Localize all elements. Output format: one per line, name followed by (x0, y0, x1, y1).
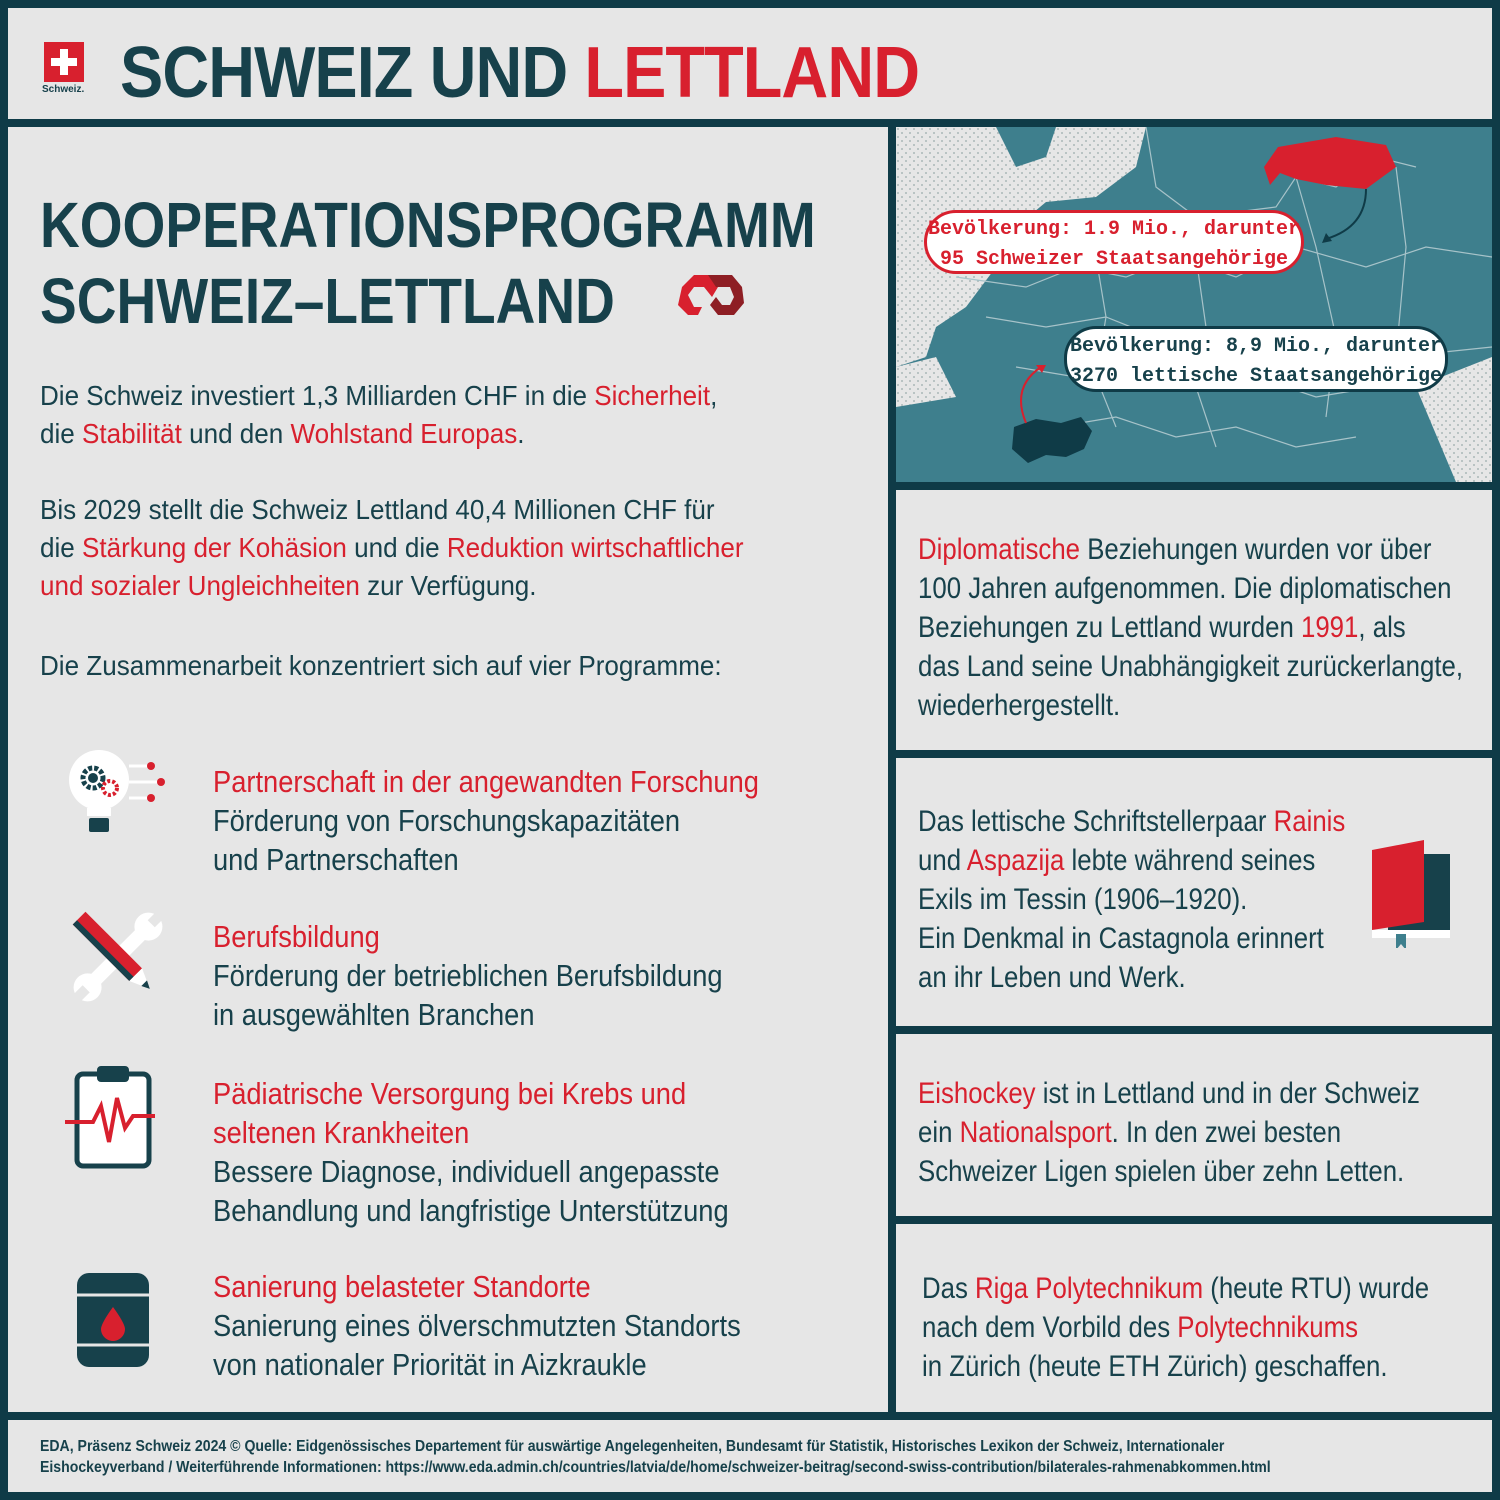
fact-hockey (896, 1034, 1492, 1216)
footer-sources: EDA, Präsenz Schweiz 2024 © Quelle: Eidgenössisches Departement für auswärtige Angelegenheiten, Bundesamt für Statistik, Historisches Lexikon der Schweiz, Internationaler Eishockeyverband / Weiterführende Informationen: https://www.eda.admin.ch/countries/latvia/de/home/schweizer-beitrag/second-swiss-contribution/bilaterales-rahmenabkommen.html (40, 1438, 1271, 1476)
oil-barrel-icon (63, 1265, 173, 1375)
page-title (120, 32, 919, 114)
switzerland-population-label: Bevölkerung: 8,9 Mio., darunter 3270 lettische Staatsangehörige (1064, 326, 1448, 392)
logo-text: Schweiz. (42, 84, 85, 95)
map-graphic (896, 127, 1492, 482)
clipboard-heartbeat-icon (63, 1062, 173, 1172)
swiss-flag-icon (44, 42, 84, 82)
fact-writers (896, 758, 1492, 1026)
program-heading-line1: KOOPERATIONSPROGRAMM (40, 189, 816, 261)
intro-paragraph-3: Die Zusammenarbeit konzentriert sich auf vier Programme: (40, 650, 722, 681)
title-part-lettland: LETTLAND (584, 33, 920, 113)
latvia-shape (1264, 137, 1396, 189)
latvia-population-label: Bevölkerung: 1.9 Mio., darunter 95 Schweizer Staatsangehörige (924, 210, 1304, 274)
intro-paragraph-2: Bis 2029 stellt die Schweiz Lettland 40,4 Millionen CHF für die Stärkung der Kohäsion und die Reduktion wirtschaftlicher und sozialer Ungleichheiten zur Verfügung. (40, 494, 744, 601)
fact-polytechnic-text: Das Riga Polytechnikum (heute RTU) wurde nach dem Vorbild des Polytechnikums in Zürich (heute ETH Zürich) geschaffen. (922, 1272, 1430, 1383)
lightbulb-gears-icon (63, 742, 173, 852)
program-heading-line2: SCHWEIZ–LETTLAND (40, 265, 615, 337)
fact-writers-text: Das lettische Schriftstellerpaar Rainis und Aspazija lebte während seines Exils im Tessin (1906–1920). Ein Denkmal in Castagnola erinnert an ihr Leben und Werk. (918, 805, 1346, 994)
program-pediatric-care: Pädiatrische Versorgung bei Krebs und seltenen Krankheiten Bessere Diagnose, individuell angepasste Behandlung und langfristige Unterstützung (213, 1076, 729, 1228)
chain-link-icon (672, 265, 752, 325)
program-panel (8, 127, 888, 1412)
title-part-schweiz: SCHWEIZ UND (120, 33, 585, 113)
footer (8, 1420, 1492, 1492)
fact-diplomacy (896, 490, 1492, 750)
swiss-logo (40, 42, 92, 94)
europe-map (896, 127, 1492, 482)
fact-diplomacy-text: Diplomatische Beziehungen wurden vor über 100 Jahren aufgenommen. Die diplomatischen Beziehungen zu Lettland wurden 1991, als das Land seine Unabhängigkeit zurückerlangte, wiederhergestellt. (918, 533, 1464, 722)
intro-paragraph-1: Die Schweiz investiert 1,3 Milliarden CHF in die Sicherheit, die Stabilität und den Wohlstand Europas. (40, 380, 718, 449)
switzerland-shape (1012, 417, 1092, 463)
book-icon (1366, 838, 1456, 948)
header (8, 8, 1492, 119)
fact-hockey-text: Eishockey ist in Lettland und in der Schweiz ein Nationalsport. In den zwei besten Schweizer Ligen spielen über zehn Letten. (918, 1077, 1420, 1188)
program-site-remediation: Sanierung belasteter Standorte Sanierung eines ölverschmutzten Standorts von nationaler Priorität in Aizkraukle (213, 1269, 741, 1382)
program-research: Partnerschaft in der angewandten Forschung Förderung von Forschungskapazitäten und Partnerschaften (213, 764, 759, 877)
wrench-pencil-icon (63, 902, 173, 1012)
fact-polytechnic (896, 1224, 1492, 1412)
program-vocational-training: Berufsbildung Förderung der betrieblichen Berufsbildung in ausgewählten Branchen (213, 919, 723, 1032)
